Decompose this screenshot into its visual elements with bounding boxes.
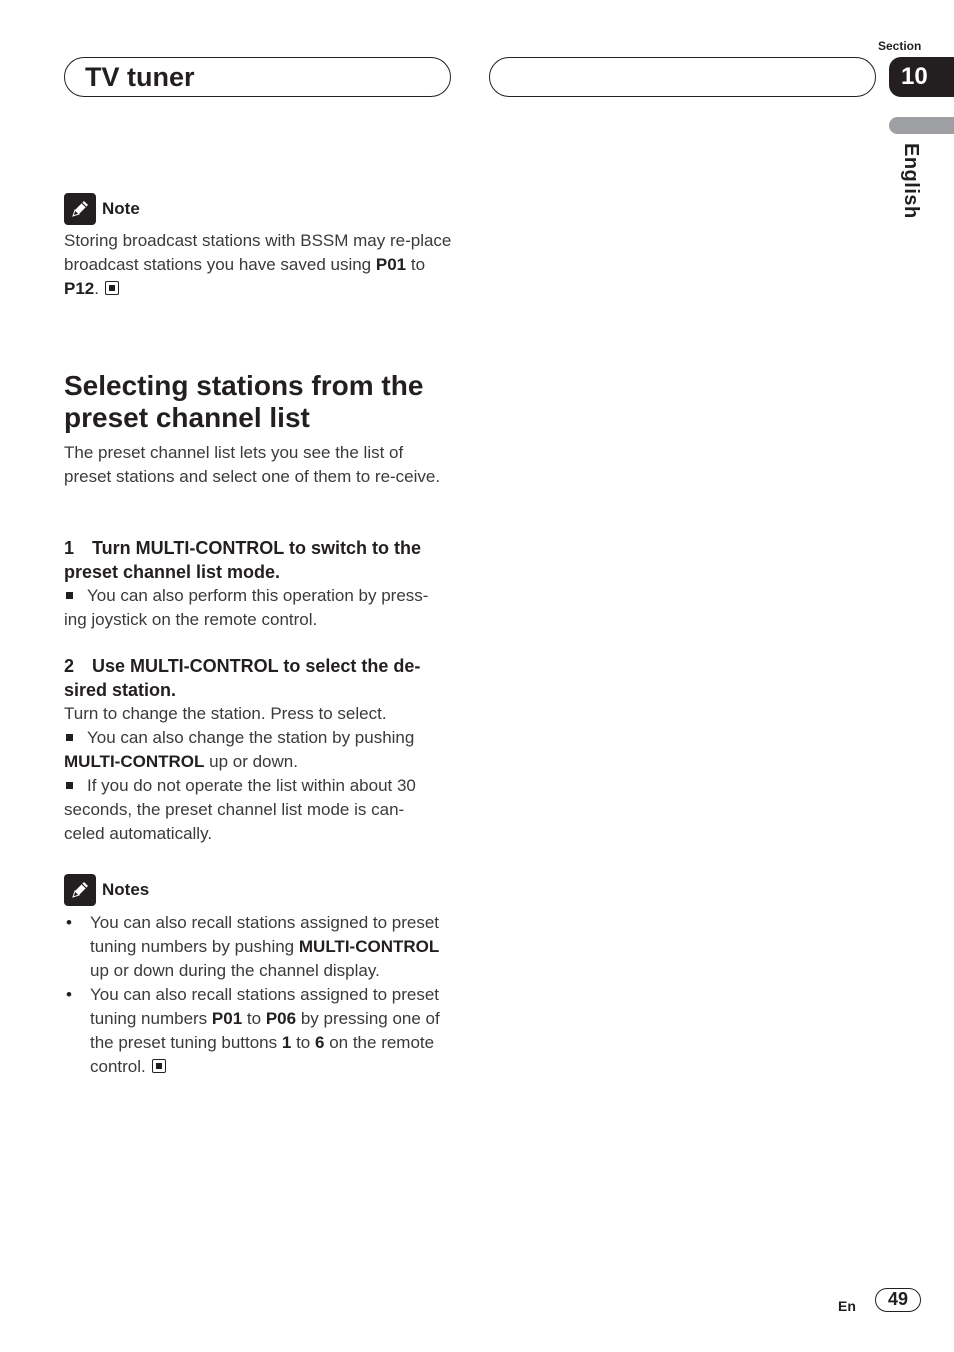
- notes-header: [64, 874, 149, 906]
- note-p-to: P12: [64, 279, 95, 298]
- note-text-start: Storing broadcast stations with BSSM may re-place broadcast stations you have saved using: [64, 231, 452, 274]
- step-2-title: [64, 654, 454, 702]
- step-1-title-text: Turn MULTI-CONTROL to switch to the preset channel list mode.: [64, 538, 421, 582]
- language-tab-bar: [889, 117, 954, 134]
- note-end: .: [94, 279, 99, 298]
- notes-heading: Notes: [102, 880, 150, 899]
- notes-item-1: [64, 911, 452, 983]
- notes-item-2-n1: 1: [281, 1033, 292, 1052]
- square-bullet-icon: [66, 734, 73, 741]
- square-bullet-icon: [66, 592, 73, 599]
- step-1-title: [64, 536, 454, 584]
- intro-text: The preset channel list lets you see the list of preset stations and select one of them to re-ceive.: [64, 443, 441, 486]
- notes-item-2-to2: to: [296, 1033, 311, 1052]
- square-bullet-icon: [66, 782, 73, 789]
- step-1-bullet-text: You can also perform this operation by press-ing joystick on the remote control.: [64, 586, 429, 629]
- step-2-bullet-1-bold: MULTI-CONTROL: [64, 752, 205, 771]
- section-number: 10: [889, 57, 954, 97]
- notes-item-2-n2: 6: [315, 1033, 325, 1052]
- section-heading: Selecting stations from the preset channel list: [64, 370, 424, 433]
- notes-item-2-text: You can also recall stations assigned to preset tuning numbers: [90, 985, 440, 1028]
- step-1-number: 1: [64, 538, 75, 558]
- notes-item-2-to: to: [246, 1009, 262, 1028]
- end-of-section-icon: [152, 1059, 166, 1073]
- step-2-bullet-2: [64, 774, 444, 846]
- notes-item-1-bold: MULTI-CONTROL: [298, 937, 440, 956]
- step-2-number: 2: [64, 656, 75, 676]
- notes-item-2-p1: P01: [211, 1009, 243, 1028]
- step-2-description: Turn to change the station. Press to select.: [64, 704, 387, 723]
- title-pill: [64, 57, 451, 97]
- page-number: 49: [875, 1288, 921, 1312]
- step-2-bullet-1: [64, 726, 444, 774]
- note-header: [64, 193, 140, 225]
- section-label: Section: [878, 39, 922, 53]
- notes-item-2: [64, 983, 452, 1079]
- page-title: TV tuner: [85, 62, 195, 92]
- step-1-bullet: [64, 584, 444, 632]
- notes-item-1-rest: up or down during the channel display.: [90, 961, 380, 980]
- language-tab-label: English: [900, 143, 922, 219]
- step-2-title-text: Use MULTI-CONTROL to select the de-sired station.: [64, 656, 421, 700]
- note-heading: Note: [102, 199, 140, 218]
- note-p-from: P01: [375, 255, 407, 274]
- notes-item-2-mid: by pressing one of the preset tuning buttons: [90, 1009, 440, 1052]
- note-to-word: to: [410, 255, 426, 274]
- notes-item-1-text: You can also recall stations assigned to preset tuning numbers by pushing: [90, 913, 440, 956]
- note-text: [64, 229, 454, 301]
- step-2-bullet-2-text: If you do not operate the list within about 30 seconds, the preset channel list mode is can-celed automatically.: [64, 776, 416, 843]
- footer-language: En: [838, 1298, 856, 1314]
- pencil-icon: [64, 874, 96, 906]
- notes-list: [64, 911, 452, 1079]
- empty-header-pill: [489, 57, 876, 97]
- pencil-icon: [64, 193, 96, 225]
- end-of-section-icon: [105, 281, 119, 295]
- step-2-bullet-1-rest: up or down.: [209, 752, 298, 771]
- step-2-bullet-1-text: You can also change the station by pushing: [87, 728, 415, 747]
- notes-item-2-end: on the remote control.: [90, 1033, 435, 1076]
- notes-item-2-p2: P06: [265, 1009, 297, 1028]
